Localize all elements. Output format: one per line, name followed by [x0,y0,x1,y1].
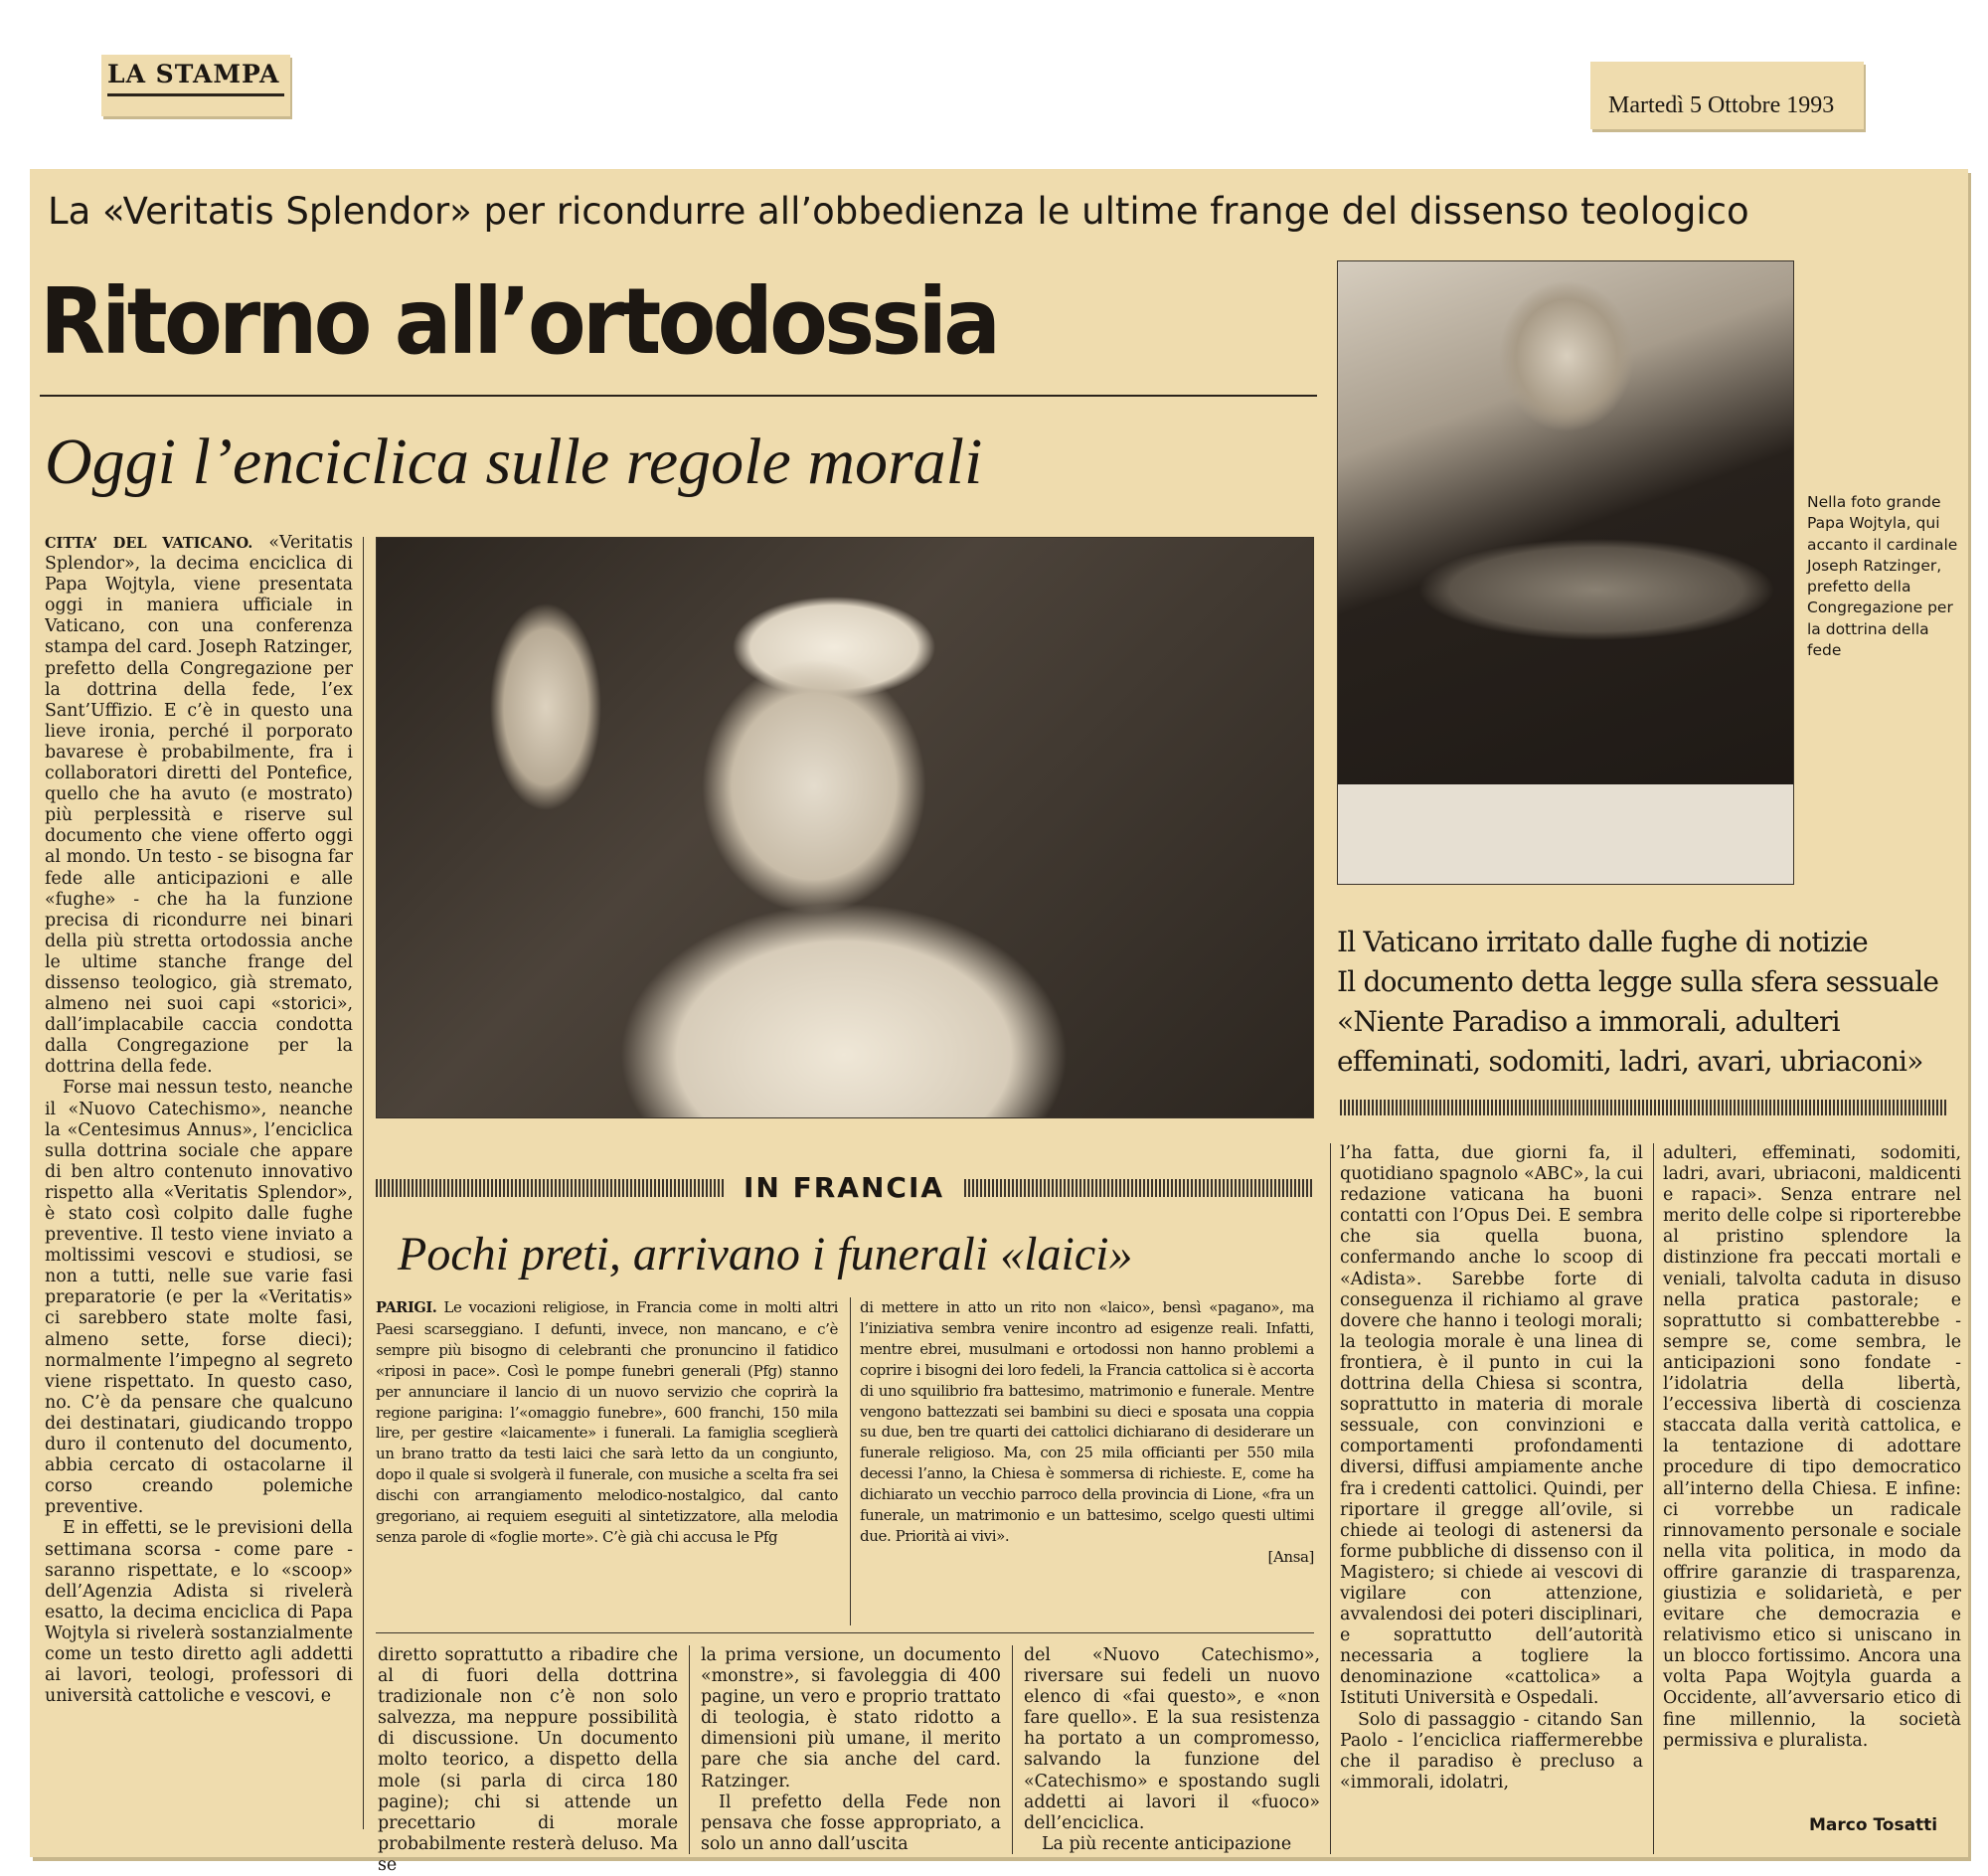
deck-line: Il documento detta legge sulla sfera sessuale [1337,965,1939,998]
deck-line: Il Vaticano irritato dalle fughe di notizie [1337,926,1868,958]
francia-title: Pochi preti, arrivano i funerali «laici» [398,1228,1133,1280]
article-paragraph: Solo di passaggio - citando San Paolo - l’enciclica riaffermerebbe che il paradiso è precluso a «immorali, idolatri, [1340,1709,1643,1792]
deck-line: «Niente Paradiso a immorali, adulteri [1337,1005,1840,1038]
issue-date: Martedì 5 Ottobre 1993 [1608,92,1835,118]
article-paragraph: La più recente anticipazione [1042,1833,1292,1854]
francia-paragraph: di mettere in atto un rito non «laico», bensì «pagano», ma l’iniziativa sembra venire incontro ad esigenze reali. Infatti, mentre ebrei, musulmani e ortodossi non hanno problemi a coprire i bisogni dei loro fedeli, la Francia cattolica si è accorta di uno squilibrio fra battesimo, matrimonio e funerale. Mentre vengono battezzati sei bambini su dieci e sposata una coppia su due, ben tre quarti dei cattolici dichiarano di desiderare un funerale religioso. Ma, con 25 mila officianti per 550 mila decessi l’anno, la Chiesa è sommersa di richieste. E, come ha dichiarato un vecchio parroco della provincia di Lione, «fra un funerale, un matrimonio e un battesimo, scelgo questi ultimi due. Priorità ai vivi». [860,1298,1314,1545]
deck-rule [1340,1100,1946,1115]
article-paragraph: l’ha fatta, due giorni fa, il quotidiano spagnolo «ABC», la cui redazione vaticana ha buoni contatti con l’Opus Dei. E sembra che sia quella buona, confermando anche lo scoop di «Adista». Sarebbe forte di conseguenza il richiamo al grave dovere che hanno i teologi morali; la teologia morale è una linea di frontiera, è il punto in cui la dottrina della Chiesa si scontra, soprattutto in materia di morale sessuale, con convinzioni e comportamenti profondamenti diversi, diffusi ampiamente anche fra i credenti cattolici. Quindi, per riportare il gregge all’ovile, si chiede ai teologi di astenersi da forme pubbliche di dissenso con il Magistero; si chiede ai vescovi di vigilare con attenzione, avvalendosi dei poteri disciplinari, e soprattutto dell’autorità necessaria a togliere la denominazione «cattolica» a Istituti Università e Ospedali. [1340,1143,1643,1709]
pope-waving-photo [376,537,1314,1118]
column-divider [363,537,364,1829]
article-paragraph: Forse mai nessun testo, neanche il «Nuovo Catechismo», neanche la «Centesimus Annus», l’enciclica sulla dottrina sociale che appare di ben altro contenuto innovativo rispetto alla «Veritatis Splendor», è stato così colpito dalle fughe preventive. Il testo viene inviato a moltissimi vescovi e studiosi, se non a tutti, nelle sue varie fasi preparatorie (e per la «Veritatis» ci sarebbero state molte fasi, almeno sette, forse dieci); normalmente l’impegno al segreto viene rispettato. In questo caso, no. C’è da pensare che qualcuno dei destinatari, giudicando troppo duro il contenuto del documento, abbia cercato di ostacolarne il corso creando polemiche preventive. [45,1078,353,1518]
deck [1337,923,1963,1082]
headline: Ritorno all’ortodossia [40,268,998,375]
article-column-2 [378,1645,678,1876]
dateline: CITTA’ DEL VATICANO. [45,535,253,552]
article-column-4 [1024,1645,1320,1855]
article-paragraph: del «Nuovo Catechismo», riversare sui fedeli un nuovo elenco di «fai questo», e «non fare quello». E la sua resistenza ha portato a un compromesso, salvando la funzione del «Catechismo» e spostando sugli addetti ai lavori il «fuoco» dell’enciclica. [1024,1645,1320,1833]
article-paragraph: E in effetti, se le previsioni della settimana scorsa - come pare - saranno rispettate, e lo «scoop» dell’Agenzia Adista si rivelerà esatto, la decima enciclica di Papa Wojtyla si rivelerà sostanzialmente come un testo diretto agli addetti ai lavori, teologi, professori di università cattoliche e vescovi, e [45,1518,353,1707]
column-divider [1653,1143,1654,1854]
column-divider [1330,1143,1331,1854]
francia-label: IN FRANCIA [726,1170,962,1206]
subhead: Oggi l’enciclica sulle regole morali [45,426,983,498]
francia-paragraph: PARIGI. Le vocazioni religiose, in Francia come in molti altri Paesi scarseggiano. I defunti, invece, non mancano, e c’è sempre più bisogno di celebranti che pronuncino il fatidico «riposi in pace». Così le pompe funebri generali (Pfg) stanno per annunciare il lancio di un nuovo servizio che coprirà la regione parigina: l’«omaggio funebre», 600 franchi, 150 mila lire, per gestire «laicamente» i funerali. La famiglia sceglierà un brano tratto da testi laici che sarà letto da un congiunto, dopo il quale si svolgerà il funerale, con musiche a scelta fra sei dischi con arrangiamento melodico-nostalgico, dal canto gregoriano, ai requiem eseguiti al sintetizzatore, alla melodia senza parole di «foglie morte». C’è già chi accusa le Pfg [376,1298,838,1546]
masthead: LA STAMPA [107,60,280,88]
headline-rule [40,395,1317,397]
article-paragraph: Il prefetto della Fede non pensava che fosse appropriato, a solo un anno dall’uscita [701,1791,1001,1854]
column-divider [689,1645,690,1854]
article-paragraph: la prima versione, un documento «monstre», si favoleggia di 400 pagine, un vero e proprio trattato di teologia, è stato ridotto a dimensioni più umane, il merito pare che sia anche del card. Ratzinger. [701,1645,1001,1791]
francia-dateline: PARIGI. [376,1299,437,1316]
article-column-6 [1663,1143,1961,1752]
article-column-3 [701,1645,1001,1855]
francia-column-1 [376,1297,838,1548]
article-column-5 [1340,1143,1643,1793]
photo-caption: Nella foto grande Papa Wojtyla, qui accanto il cardinale Joseph Ratzinger, prefetto della Congregazione per la dottrina della fede [1807,493,1958,660]
cardinal-portrait-photo [1337,260,1794,885]
article-paragraph: diretto soprattutto a ribadire che al di fuori della dottrina tradizionale non c’è non solo salvezza, ma neppure possibilità di discussione. Un documento molto teorico, a dispetto della mole (si parla di circa 180 pagine); chi si attende un precettario di morale probabilmente resterà deluso. Ma se [378,1645,678,1875]
francia-column-2 [860,1297,1314,1568]
section-rule [376,1632,1314,1633]
francia-credit: [Ansa] [1267,1547,1314,1566]
kicker: La «Veritatis Splendor» per ricondurre all’obbedienza le ultime frange del dissenso teologico [48,190,1749,233]
column-divider [1012,1645,1013,1854]
deck-line: effeminati, sodomiti, ladri, avari, ubriaconi» [1337,1045,1923,1078]
byline: Marco Tosatti [1809,1815,1938,1835]
masthead-rule [107,93,284,96]
article-paragraph: CITTA’ DEL VATICANO. «Veritatis Splendor», la decima enciclica di Papa Wojtyla, viene presentata oggi in maniera ufficiale in Vaticano, con una conferenza stampa del card. Joseph Ratzinger, prefetto della Congregazione per la dottrina della fede, l’ex Sant’Uffizio. E c’è in questo una lieve ironia, perché il porporato bavarese è probabilmente, fra i collaboratori diretti del Pontefice, quello che ha avuto (e mostrato) più perplessità e riserve sul documento che viene offerto oggi al mondo. Un testo - se bisogna far fede alle anticipazioni e alle «fughe» - che ha la funzione precisa di ricondurre nei binari della più stretta ortodossia anche le ultime stanche frange del dissenso teologico, già stremato, almeno nei suoi capi «storici», dall’implacabile caccia condotta dalla Congregazione per la dottrina della fede. [45,533,353,1078]
article-paragraph: adulteri, effeminati, sodomiti, ladri, avari, ubriaconi, maldicenti e rapaci». Senza entrare nel merito delle colpe si riporterebbe al pristino splendore la distinzione fra peccati mortali e veniali, talvolta caduta in disuso nella pratica pastorale; e soprattutto si combatterebbe - sempre se, come sembra, le anticipazioni sono fondate - l’idolatria della libertà, l’eccessiva libertà di coscienza staccata dalla verità cattolica, e la tentazione di adottare procedure di tipo democratico all’interno della Chiesa. E infine: ci vorrebbe un radicale rinnovamento personale e sociale nella vita politica, in modo da offrire garanzie di trasparenza, giustizia e solidarietà, e per evitare che democrazia e relativismo etico si uniscano in un blocco fortissimo. Ancora una volta Papa Wojtyla guarda a Occidente, all’avversario etico di fine millennio, la società permissiva e pluralista. [1663,1143,1961,1751]
article-column-1 [45,533,353,1707]
column-divider [850,1297,851,1625]
